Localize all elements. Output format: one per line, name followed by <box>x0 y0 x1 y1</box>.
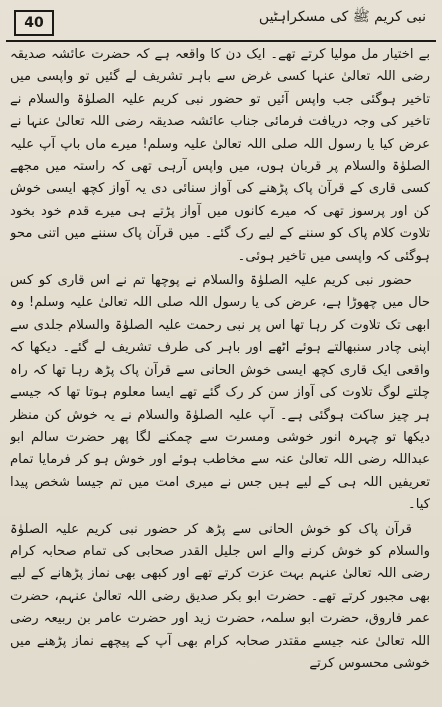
header-divider <box>6 40 436 42</box>
running-title: نبی کریم ﷺ کی مسکراہٹیں <box>258 9 426 25</box>
paragraph-1: بے اختیار مل مولیا کرتے تھے۔ ایک دن کا واقعہ ہے کہ حضرت عائشہ صدیقہ رضی اللہ تعالیٰ عنہا کسی غرض سے باہر تشریف لے گئیں تو واپسی میں تاخیر ہوگئی جب واپس آئیں تو حضور نبی کریم علیہ الصلوٰۃ والسلام نے تاخیر کی وجہ دریافت فرمائی جناب عائشہ صدیقہ رضی اللہ تعالیٰ عنہا نے عرض کیا یا رسول اللہ صلی اللہ تعالیٰ علیہ وسلم! میرے ماں باپ آپ علیہ الصلوٰۃ والسلام پر قربان ہوں، میں واپس آرہی تھی کہ راستہ میں مجھے کسی قاری کے قرآن پاک پڑھنے کی آواز سنائی دی یہ آواز کچھ ایسی خوش کن اور پرسوز تھی کہ میرے کانوں میں آواز پڑتے ہی میرے قدم خود بخود تلاوت کلام پاک کو سننے کے لیے رک گئے۔ میں قرآن پاک سننے میں اتنی محو ہوگئی کہ واپسی میں تاخیر ہوئی۔ <box>10 47 430 264</box>
paragraph-2: حضور نبی کریم علیہ الصلوٰۃ والسلام نے پوچھا تم نے اس قاری کو کس حال میں چھوڑا ہے، عرض کی یا رسول اللہ صلی اللہ تعالیٰ علیہ وسلم! وہ ابھی تک تلاوت کر رہا تھا اس پر نبی رحمت علیہ الصلوٰۃ والسلام جلدی سے اپنی چادر سنبھالتے ہوئے اٹھے اور باہر کی طرف تشریف لے گئے۔ دیکھا کہ واقعی ایک قاری کچھ ایسی خوش الحانی سے قرآن پاک پڑھ رہا تھا کہ راہ چلتے لوگ تلاوت کی آواز سن کر رک گئے تھے ایسا معلوم ہوتا تھا کہ جیسے ہر چیز ساکت ہوگئی ہے۔ آپ علیہ الصلوٰۃ والسلام نے یہ خوش کن منظر دیکھا تو چہرہ انور خوشی ومسرت سے چمکنے لگا پھر حضرت سالم ابو عبداللہ رضی اللہ تعالیٰ عنہ سے مخاطب ہوئے اور خوش ہو کر فرمایا تمام تعریفیں اللہ ہی کے لیے ہیں جس نے میری امت میں تم جیسا شخص پیدا کیا۔ <box>10 273 430 513</box>
page-header <box>6 8 436 42</box>
body-text <box>10 44 430 701</box>
paragraph-3: قرآن پاک کو خوش الحانی سے پڑھ کر حضور نبی کریم علیہ الصلوٰۃ والسلام کو خوش کرنے والے اس جلیل القدر صحابی کی تمام صحابہ کرام رضی اللہ تعالیٰ عنہم بہت عزت کرتے تھے اور کبھی بھی نماز پڑھانے کے لیے بھی مجبور کرتے تھے۔ حضرت ابو بکر صدیق رضی اللہ تعالیٰ عنہم، حضرت عمر فاروق، حضرت ابو سلمہ، حضرت زید اور حضرت عامر بن ربیعہ رضی اللہ تعالیٰ عنہ جیسے مقتدر صحابہ کرام بھی آپ کے پیچھے نماز پڑھنے میں خوشی محسوس کرتے <box>10 521 430 671</box>
page-number: 40 <box>14 10 54 36</box>
